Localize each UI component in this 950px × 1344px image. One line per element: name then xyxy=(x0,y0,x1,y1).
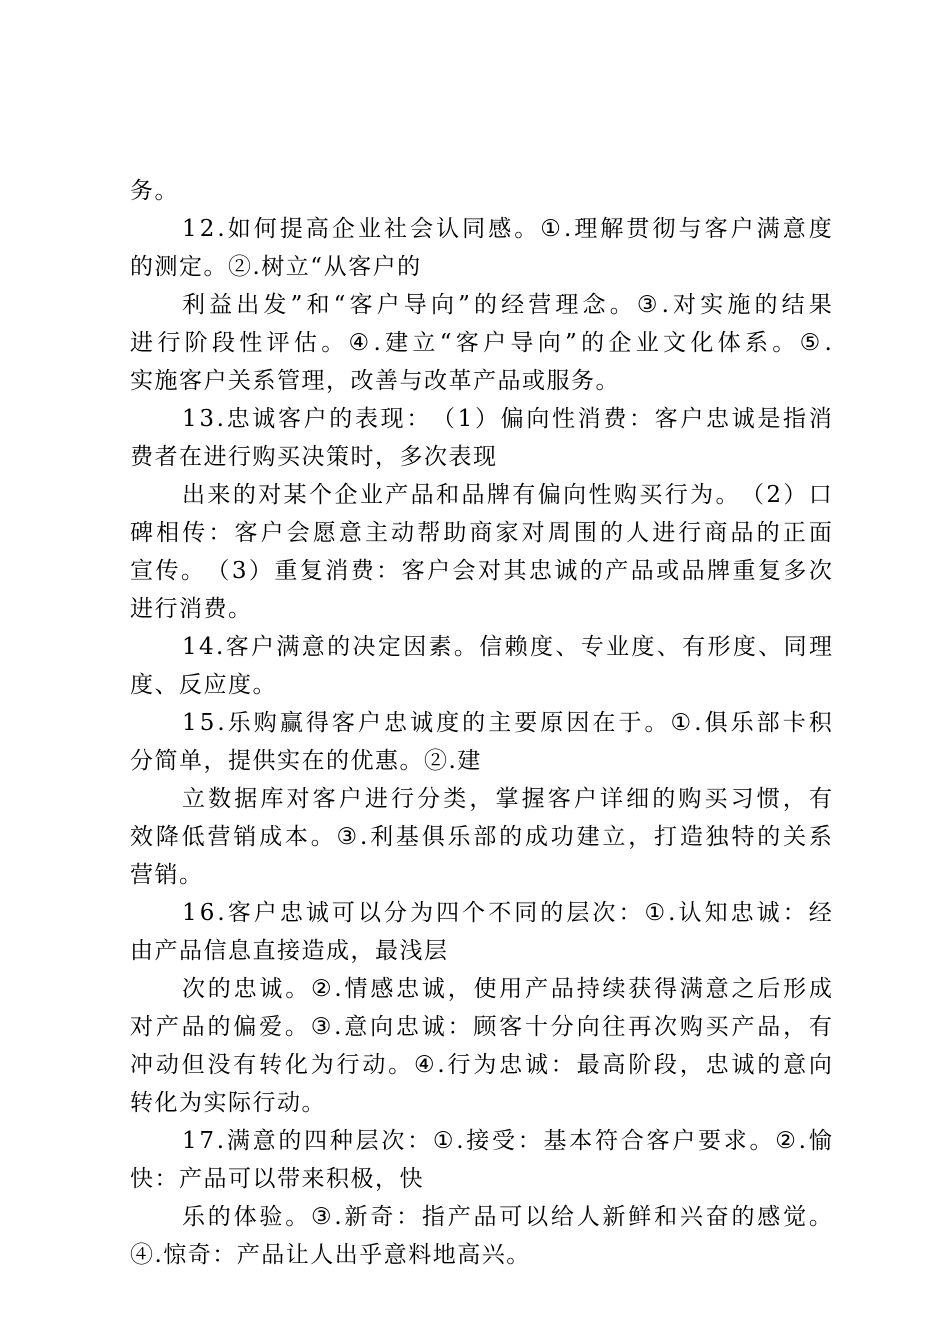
text-line: 利 益 出 发 ” 和 “ 客 户 导 向 ” 的 经 营 理 念 。 ③ . 对 实 施 的 结 果 xyxy=(182,292,832,318)
text-line: 1 6 . 客 户 忠 诚 可 以 分 为 四 个 不 同 的 层 次 ： ① . 认 知 忠 诚 ： 经 xyxy=(182,900,832,926)
document-body xyxy=(130,172,832,1274)
text-line: 出 来 的 对 某 个 企 业 产 品 和 品 牌 有 偏 向 性 购 买 行 为 。 （ 2 ） 口 xyxy=(182,482,832,508)
text-line: 立 数 据 库 对 客 户 进 行 分 类 ， 掌 握 客 户 详 细 的 购 买 习 惯 ， 有 xyxy=(182,786,832,812)
text-line: 次 的 忠 诚 。 ② . 情 感 忠 诚 ， 使 用 产 品 持 续 获 得 满 意 之 后 形 成 xyxy=(182,976,832,1002)
text-line: 的测定。②.树立“从客户的 xyxy=(130,254,422,280)
text-line: 快：产品可以带来积极，快 xyxy=(130,1166,424,1192)
text-line: 1 7 . 满 意 的 四 种 层 次 ： ① . 接 受 ： 基 本 符 合 客 户 要 求 。 ② . 愉 xyxy=(182,1128,832,1154)
text-line: 1 4 . 客 户 满 意 的 决 定 因 素 。 信 赖 度 、 专 业 度 、 有 形 度 、 同 理 xyxy=(182,634,832,660)
text-line: ④.惊奇：产品让人出乎意料地高兴。 xyxy=(130,1242,531,1268)
text-line: 进 行 阶 段 性 评 估 。 ④ . 建 立 “ 客 户 导 向 ” 的 企 业 文 化 体 系 。 ⑤ . xyxy=(130,330,832,356)
text-line: 转化为实际行动。 xyxy=(130,1090,326,1116)
text-line: 务。 xyxy=(130,178,179,204)
text-line: 由产品信息直接造成，最浅层 xyxy=(130,938,449,964)
text-line: 营销。 xyxy=(130,862,204,888)
text-line: 碑 相 传 ： 客 户 会 愿 意 主 动 帮 助 商 家 对 周 围 的 人 进 行 商 品 的 正 面 xyxy=(130,520,832,546)
text-line: 乐 的 体 验 。 ③ . 新 奇 ： 指 产 品 可 以 给 人 新 鲜 和 兴 奋 的 感 觉 。 xyxy=(182,1204,832,1230)
text-line: 实施客户关系管理，改善与改革产品或服务。 xyxy=(130,368,620,394)
text-line: 对 产 品 的 偏 爱 。 ③ . 意 向 忠 诚 ： 顾 客 十 分 向 往 再 次 购 买 产 品 ， 有 xyxy=(130,1014,832,1040)
text-line: 效 降 低 营 销 成 本 。 ③ . 利 基 俱 乐 部 的 成 功 建 立 ， 打 造 独 特 的 关 系 xyxy=(130,824,832,850)
text-line: 分简单，提供实在的优惠。②.建 xyxy=(130,748,482,774)
text-line: 1 5 . 乐 购 赢 得 客 户 忠 诚 度 的 主 要 原 因 在 于 。 ① . 俱 乐 部 卡 积 xyxy=(182,710,832,736)
text-line: 进行消费。 xyxy=(130,596,253,622)
text-line: 冲 动 但 没 有 转 化 为 行 动 。 ④ . 行 为 忠 诚 ： 最 高 阶 段 ， 忠 诚 的 意 向 xyxy=(130,1052,832,1078)
text-line: 度、反应度。 xyxy=(130,672,277,698)
text-line: 费者在进行购买决策时，多次表现 xyxy=(130,444,498,470)
text-line: 宣 传 。 （ 3 ） 重 复 消 费 ： 客 户 会 对 其 忠 诚 的 产 品 或 品 牌 重 复 多 次 xyxy=(130,558,832,584)
text-line: 1 3 . 忠 诚 客 户 的 表 现 ： （ 1 ） 偏 向 性 消 费 ： 客 户 忠 诚 是 指 消 xyxy=(182,406,832,432)
text-line: 1 2 . 如 何 提 高 企 业 社 会 认 同 感 。 ① . 理 解 贯 彻 与 客 户 满 意 度 xyxy=(182,216,832,242)
